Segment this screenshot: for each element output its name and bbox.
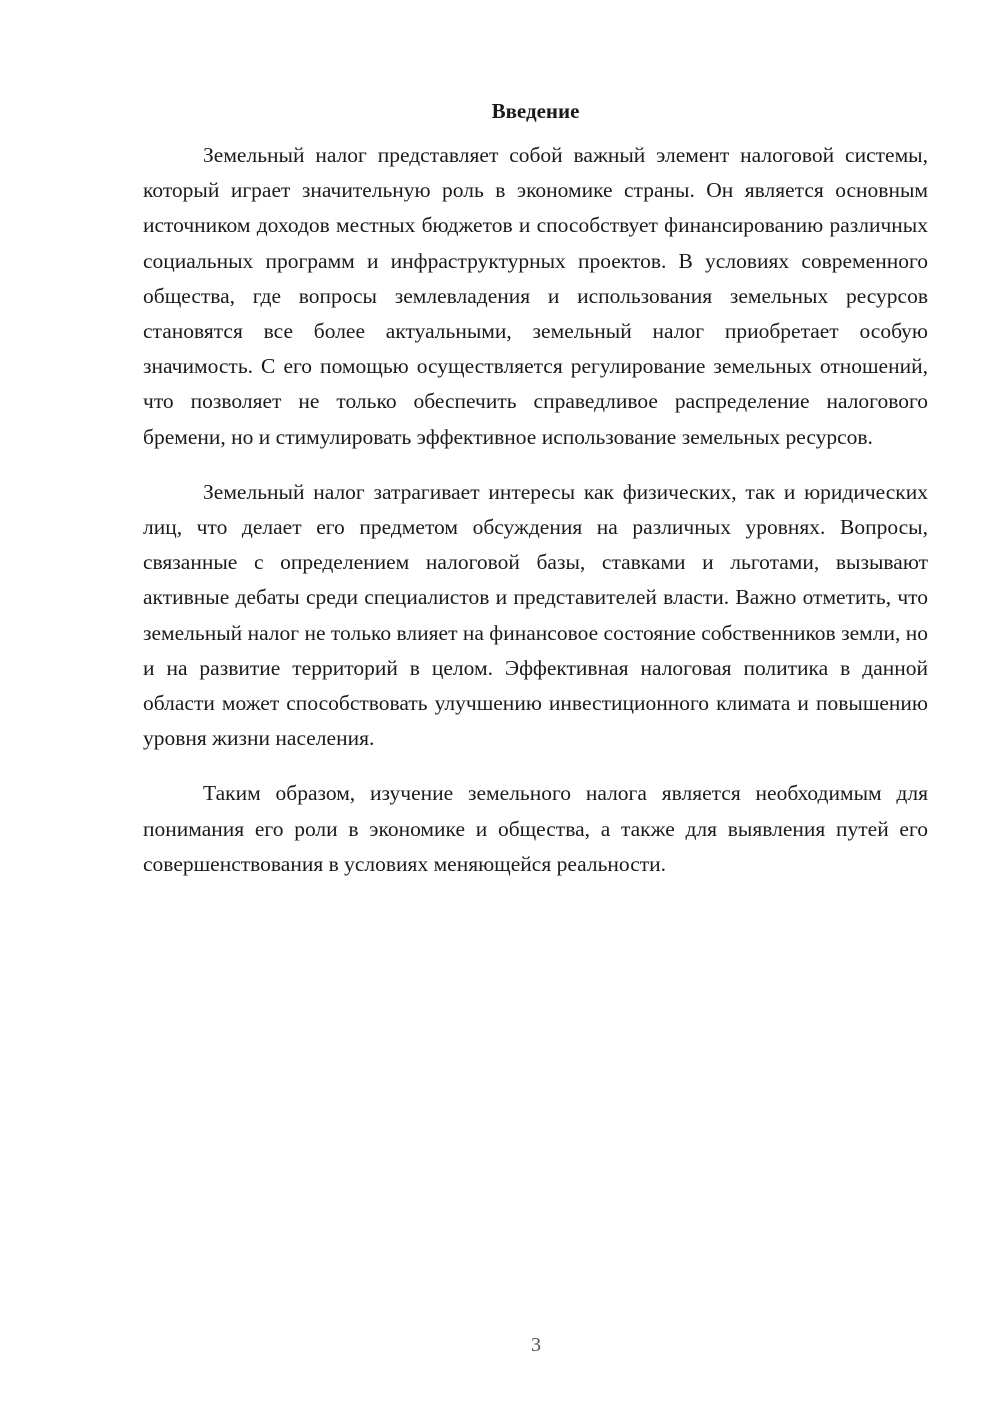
paragraph-2: Земельный налог затрагивает интересы как физических, так и юридических лиц, что делает его предметом обсуждения на различных уровнях. Вопросы, связанные с определением налоговой базы, ставками и льготами, вызывают активные дебаты среди специалистов и представителей власти. Важно отметить, что земельный налог не только влияет на финансовое состояние собственников земли, но и на развитие территорий в целом. Эффективная налоговая политика в данной области может способствовать улучшению инвестиционного климата и повышению уровня жизни населения.: [143, 479, 928, 751]
section-heading: Введение: [491, 99, 580, 123]
paragraph-1: Земельный налог представляет собой важный элемент налоговой системы, который играет значительную роль в экономике страны. Он является основным источником доходов местных бюджетов и способствует финансированию различных социальных программ и инфраструктурных проектов. В условиях современного общества, где вопросы землевладения и использования земельных ресурсов становятся все более актуальными, земельный налог приобретает особую значимость. С его помощью осуществляется регулирование земельных отношений, что позволяет не только обеспечить справедливое распределение налогового бремени, но и стимулировать эффективное использование земельных ресурсов.: [143, 143, 928, 449]
page-content: [143, 96, 928, 902]
paragraph-3: Таким образом, изучение земельного налога является необходимым для понимания его роли в экономике и общества, а также для выявления путей его совершенствования в условиях меняющейся реальности.: [143, 781, 928, 876]
page-number: 3: [531, 1334, 541, 1356]
